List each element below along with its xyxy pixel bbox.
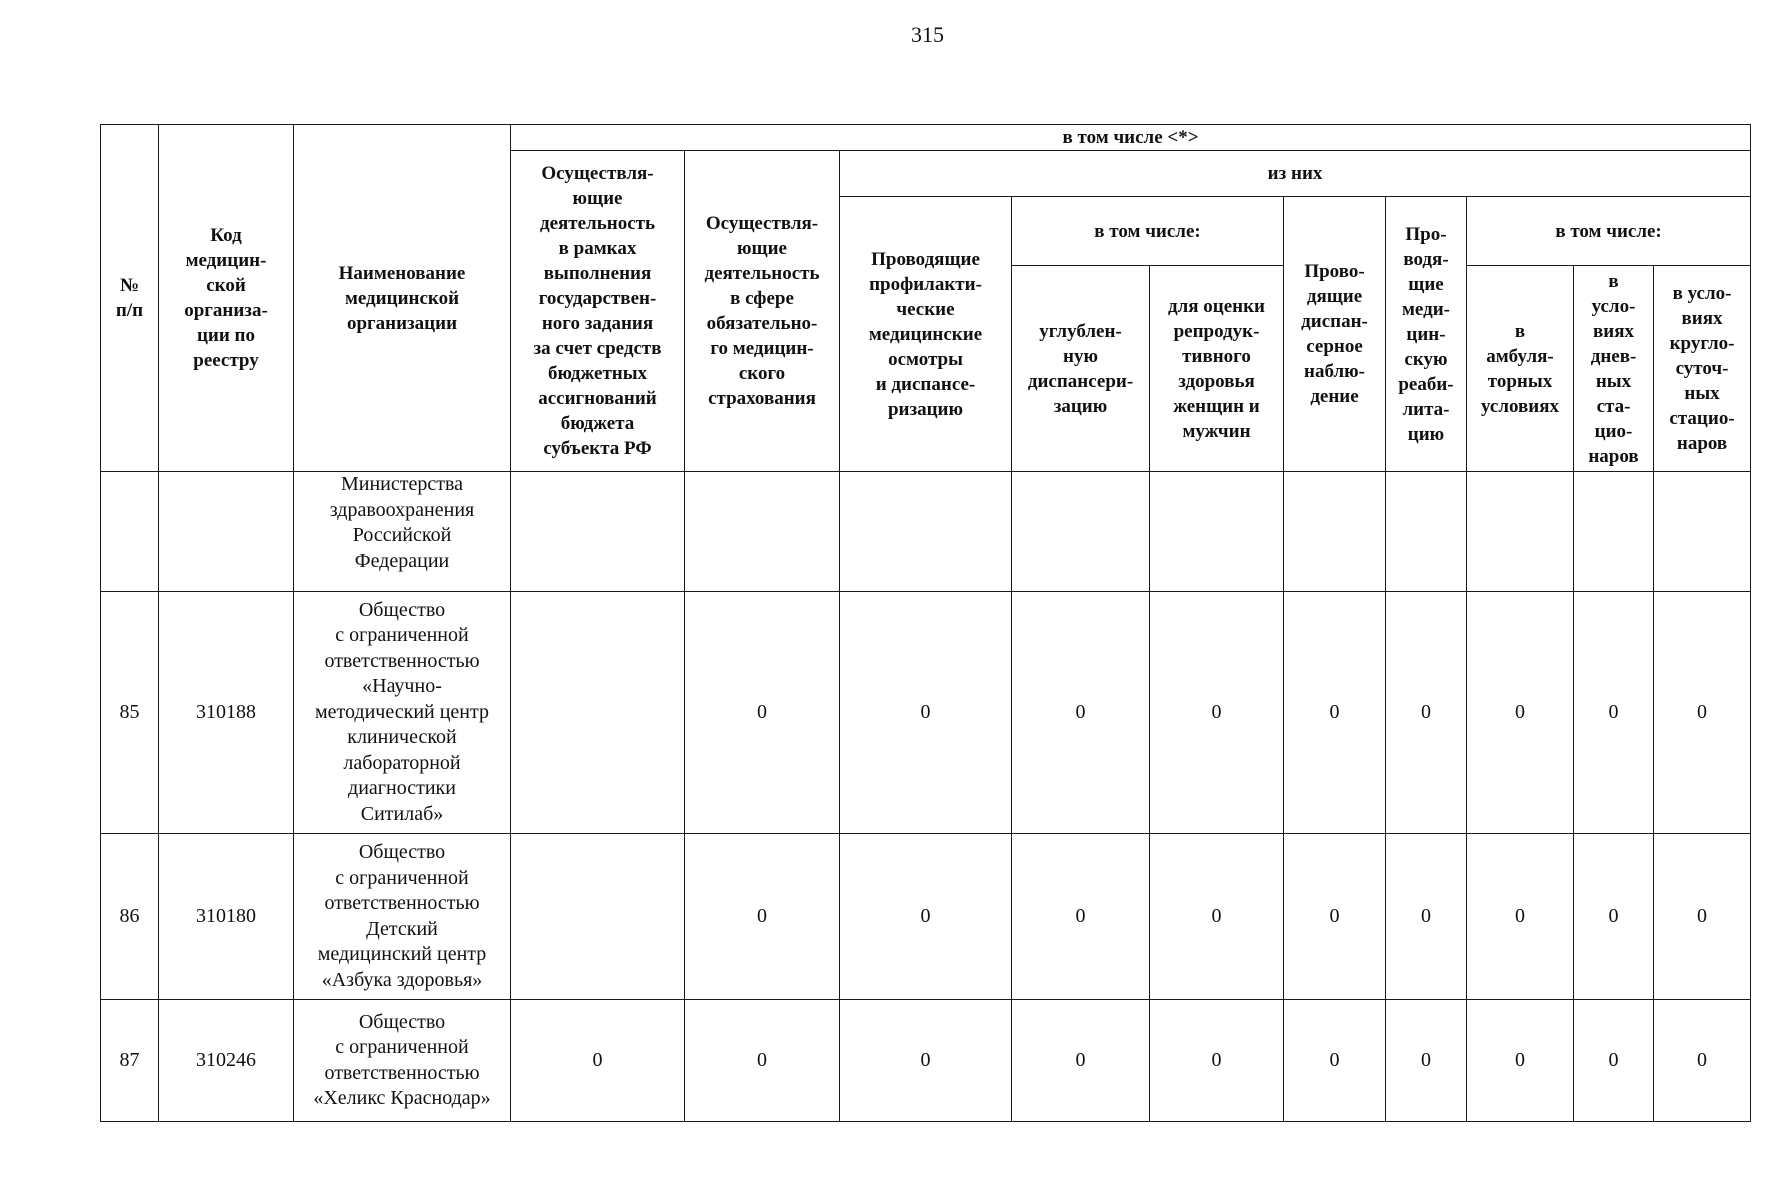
- header-of-them: из них: [840, 151, 1751, 197]
- header-deep-dispensarization: углублен- ную диспансери- зацию: [1012, 266, 1150, 472]
- cell-org-name: Общество с ограниченной ответственностью «Научно- методический центр клинической лабораторной диагностики Ситилаб»: [294, 592, 511, 834]
- cell-state-task: [511, 834, 685, 1000]
- cell-rehabilitation: 0: [1386, 592, 1467, 834]
- page-number: 315: [911, 22, 944, 47]
- cell-day-hospital: 0: [1574, 592, 1654, 834]
- header-dispensary-observation: Прово- дящие диспан- серное наблю- дение: [1284, 197, 1386, 472]
- cell-day-hospital: 0: [1574, 1000, 1654, 1122]
- cell-code: 310246: [159, 1000, 294, 1122]
- cell-deep-dispensarization: 0: [1012, 834, 1150, 1000]
- cell-dispensary-observation: 0: [1284, 1000, 1386, 1122]
- cell-reproductive-health: 0: [1150, 834, 1284, 1000]
- header-org-name: Наименование медицинской организации: [294, 125, 511, 472]
- cell-round-hospital: 0: [1654, 1000, 1751, 1122]
- header-including-exams: в том числе:: [1012, 197, 1284, 266]
- header-state-task: Осуществля- ющие деятельность в рамках выполнения государствен- ного задания за счет средств бюджетных ассигнований бюджета субъекта РФ: [511, 151, 685, 472]
- cell-dispensary-observation: 0: [1284, 592, 1386, 834]
- header-round-hospital: в усло- виях кругло- суточ- ных стацио- наров: [1654, 266, 1751, 472]
- cell-oms: [685, 472, 840, 592]
- table-header: [101, 125, 1751, 472]
- cell-day-hospital: [1574, 472, 1654, 592]
- cell-num: 87: [101, 1000, 159, 1122]
- cell-round-hospital: 0: [1654, 834, 1751, 1000]
- registry-table: [100, 124, 1751, 1122]
- header-ambulatory: в амбуля- торных условиях: [1467, 266, 1574, 472]
- cell-preventive-exams: 0: [840, 834, 1012, 1000]
- cell-state-task: 0: [511, 1000, 685, 1122]
- header-day-hospital: в усло- виях днев- ных ста- цио- наров: [1574, 266, 1654, 472]
- table-row: [101, 472, 1751, 592]
- header-oms: Осуществля- ющие деятельность в сфере обязательно- го медицин- ского страхования: [685, 151, 840, 472]
- cell-ambulatory: [1467, 472, 1574, 592]
- cell-reproductive-health: [1150, 472, 1284, 592]
- cell-rehabilitation: [1386, 472, 1467, 592]
- table-body: [101, 472, 1751, 1122]
- cell-rehabilitation: 0: [1386, 834, 1467, 1000]
- cell-deep-dispensarization: 0: [1012, 592, 1150, 834]
- cell-code: 310180: [159, 834, 294, 1000]
- header-including: в том числе <*>: [511, 125, 1751, 151]
- header-preventive-exams: Проводящие профилакти- ческие медицинские осмотры и диспансе- ризацию: [840, 197, 1012, 472]
- table-row: [101, 1000, 1751, 1122]
- header-reproductive-health: для оценки репродук- тивного здоровья женщин и мужчин: [1150, 266, 1284, 472]
- header-including-rehab: в том числе:: [1467, 197, 1751, 266]
- table-row: [101, 592, 1751, 834]
- cell-state-task: [511, 472, 685, 592]
- header-org-code: Код медицин- ской организа- ции по реестру: [159, 125, 294, 472]
- table-row: [101, 834, 1751, 1000]
- cell-round-hospital: [1654, 472, 1751, 592]
- cell-num: [101, 472, 159, 592]
- cell-num: 85: [101, 592, 159, 834]
- cell-reproductive-health: 0: [1150, 592, 1284, 834]
- cell-org-name: Общество с ограниченной ответственностью «Хеликс Краснодар»: [294, 1000, 511, 1122]
- cell-day-hospital: 0: [1574, 834, 1654, 1000]
- cell-org-name: Министерства здравоохранения Российской Федерации: [294, 472, 511, 592]
- cell-org-name: Общество с ограниченной ответственностью Детский медицинский центр «Азбука здоровья»: [294, 834, 511, 1000]
- cell-code: 310188: [159, 592, 294, 834]
- cell-num: 86: [101, 834, 159, 1000]
- header-rehabilitation: Про- водя- щие меди- цин- скую реаби- лита- цию: [1386, 197, 1467, 472]
- cell-preventive-exams: 0: [840, 1000, 1012, 1122]
- cell-deep-dispensarization: 0: [1012, 1000, 1150, 1122]
- cell-oms: 0: [685, 834, 840, 1000]
- cell-rehabilitation: 0: [1386, 1000, 1467, 1122]
- cell-deep-dispensarization: [1012, 472, 1150, 592]
- cell-preventive-exams: 0: [840, 592, 1012, 834]
- cell-round-hospital: 0: [1654, 592, 1751, 834]
- cell-oms: 0: [685, 1000, 840, 1122]
- cell-ambulatory: 0: [1467, 592, 1574, 834]
- cell-reproductive-health: 0: [1150, 1000, 1284, 1122]
- cell-ambulatory: 0: [1467, 1000, 1574, 1122]
- cell-preventive-exams: [840, 472, 1012, 592]
- cell-code: [159, 472, 294, 592]
- header-num: № п/п: [101, 125, 159, 472]
- cell-oms: 0: [685, 592, 840, 834]
- cell-ambulatory: 0: [1467, 834, 1574, 1000]
- cell-state-task: [511, 592, 685, 834]
- cell-dispensary-observation: [1284, 472, 1386, 592]
- cell-dispensary-observation: 0: [1284, 834, 1386, 1000]
